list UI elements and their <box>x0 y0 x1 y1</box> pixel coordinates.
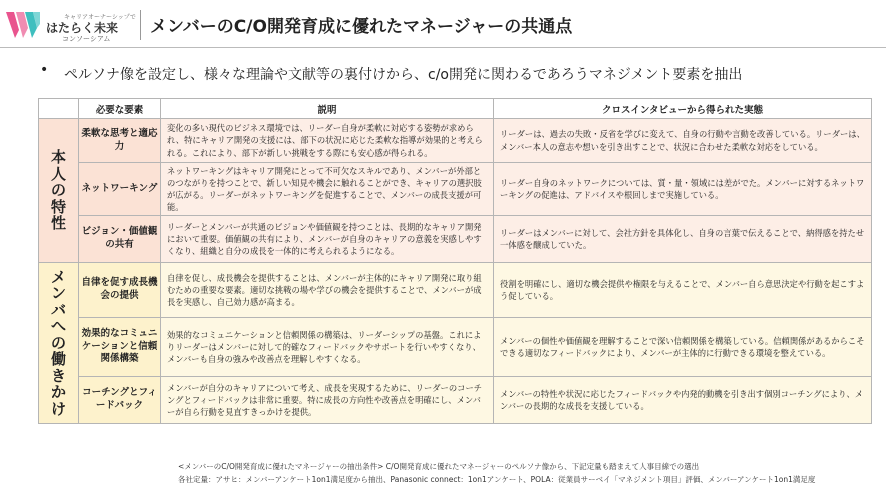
table-row <box>39 216 872 263</box>
logo-w-icon <box>6 10 40 40</box>
header-rule <box>0 47 886 48</box>
bullet-dot-icon: • <box>40 62 49 78</box>
description-cell: ネットワーキングはキャリア開発にとって不可欠なスキルであり、メンバーが外部とのつながりを持つことで、新しい知見や機会に触れることができ、キャリアの選択肢が広がる。リーダーがネットワーキングを促進することで、メンバーの成長支援が可能。 <box>161 163 494 216</box>
logo-small-text: キャリアオーナーシップで <box>64 14 136 21</box>
bullet-text: ペルソナ像を設定し、様々な理論や文献等の裏付けから、c/o開発に関わるであろうマネジメント要素を抽出 <box>64 67 743 83</box>
footnote-line2: 各社定量：アサヒ：メンバーアンケート1on1満足度から抽出、Panasonic connect：1on1アンケート、POLA：従業員サーベイ「マネジメント項目」評価、メンバーアンケート1on1満足度 <box>178 475 816 484</box>
description-cell: 効果的なコミュニケーションと信頼関係の構築は、リーダーシップの基盤。これによりリーダーはメンバーに対して的確なフィードバックやサポートを行いやすくなり、メンバーも自身の強みや改善点を理解しやすくなる。 <box>161 318 494 377</box>
description-cell: 自律を促し、成長機会を提供することは、メンバーが主体的にキャリア開発に取り組むための重要な要素。適切な挑戦の場や学びの機会を提供することで、メンバーが成長を実感し、自己効力感が高まる。 <box>161 263 494 318</box>
element-cell: ビジョン・価値観の共有 <box>79 216 161 263</box>
element-cell: 自律を促す成長機会の提供 <box>79 263 161 318</box>
group-label-member-engagement: メンバへの働きかけ <box>39 263 79 424</box>
table-row <box>39 263 872 318</box>
page-title: メンバーのC/O開発育成に優れたマネージャーの共通点 <box>150 17 573 37</box>
header-element: 必要な要素 <box>79 99 161 119</box>
management-elements-table <box>38 98 872 424</box>
consortium-logo <box>6 8 136 42</box>
element-cell: ネットワーキング <box>79 163 161 216</box>
description-cell: 変化の多い現代のビジネス環境では、リーダー自身が柔軟に対応する姿勢が求められ、特にキャリア開発の支援には、部下の状況に応じた柔軟な指導が効果的と考えられる。これにより、部下が新しい挑戦をする際にも安心感が得られる。 <box>161 119 494 163</box>
insight-cell: リーダー自身のネットワークについては、質・量・領域には差がでた。メンバーに対するネットワーキングの促進は、アドバイスや根回しまで実施している。 <box>494 163 872 216</box>
group-label-personal-traits: 本人の特性 <box>39 119 79 263</box>
table-header-row <box>39 99 872 119</box>
logo-sub-text: コンソーシアム <box>62 35 111 43</box>
table-row <box>39 163 872 216</box>
logo-main-text: はたらく未来 <box>46 21 119 35</box>
description-cell: リーダーとメンバーが共通のビジョンや価値観を持つことは、長期的なキャリア開発において重要。価値観の共有により、メンバーが自身のキャリアの意義を実感しやすくなり、組織と自分の成長を一体的に考えられるようになる。 <box>161 216 494 263</box>
element-cell: 効果的なコミュニケーションと信頼関係構築 <box>79 318 161 377</box>
footnote-line1: <メンバーのC/O開発育成に優れたマネージャーの抽出条件> C/O開発育成に優れたマネージャーのペルソナ像から、下記定量も踏まえて人事目線での選出 <box>178 462 700 471</box>
element-cell: コーチングとフィードバック <box>79 377 161 424</box>
table-row <box>39 119 872 163</box>
table-row <box>39 377 872 424</box>
header-divider <box>140 10 141 40</box>
element-cell: 柔軟な思考と適応力 <box>79 119 161 163</box>
insight-cell: リーダーは、過去の失敗・反省を学びに変えて、自身の行動や言動を改善している。リーダーは、メンバー本人の意志や想いを引き出すことで、状況に合わせた柔軟な対応をしている。 <box>494 119 872 163</box>
description-cell: メンバーが自分のキャリアについて考え、成長を実現するために、リーダーのコーチングとフィードバックは非常に重要。特に成長の方向性や改善点を明確にし、メンバーが自ら行動を見直すきっかけを提供。 <box>161 377 494 424</box>
table-row <box>39 318 872 377</box>
header <box>0 0 886 48</box>
insight-cell: 役割を明確にし、適切な機会提供や権限を与えることで、メンバー自ら意思決定や行動を起こすよう促している。 <box>494 263 872 318</box>
header-insight: クロスインタビューから得られた実態 <box>494 99 872 119</box>
insight-cell: メンバーの個性や価値観を理解することで深い信頼関係を構築している。信頼関係があるからこそできる適切なフィードバックにより、メンバーが主体的に行動できる環境を整えている。 <box>494 318 872 377</box>
insight-cell: メンバーの特性や状況に応じたフィードバックや内発的動機を引き出す個別コーチングにより、メンバーの長期的な成長を支援している。 <box>494 377 872 424</box>
insight-cell: リーダーはメンバーに対して、会社方針を具体化し、自身の言葉で伝えることで、納得感を持たせ一体感を醸成していた。 <box>494 216 872 263</box>
header-blank <box>39 99 79 119</box>
header-description: 説明 <box>161 99 494 119</box>
